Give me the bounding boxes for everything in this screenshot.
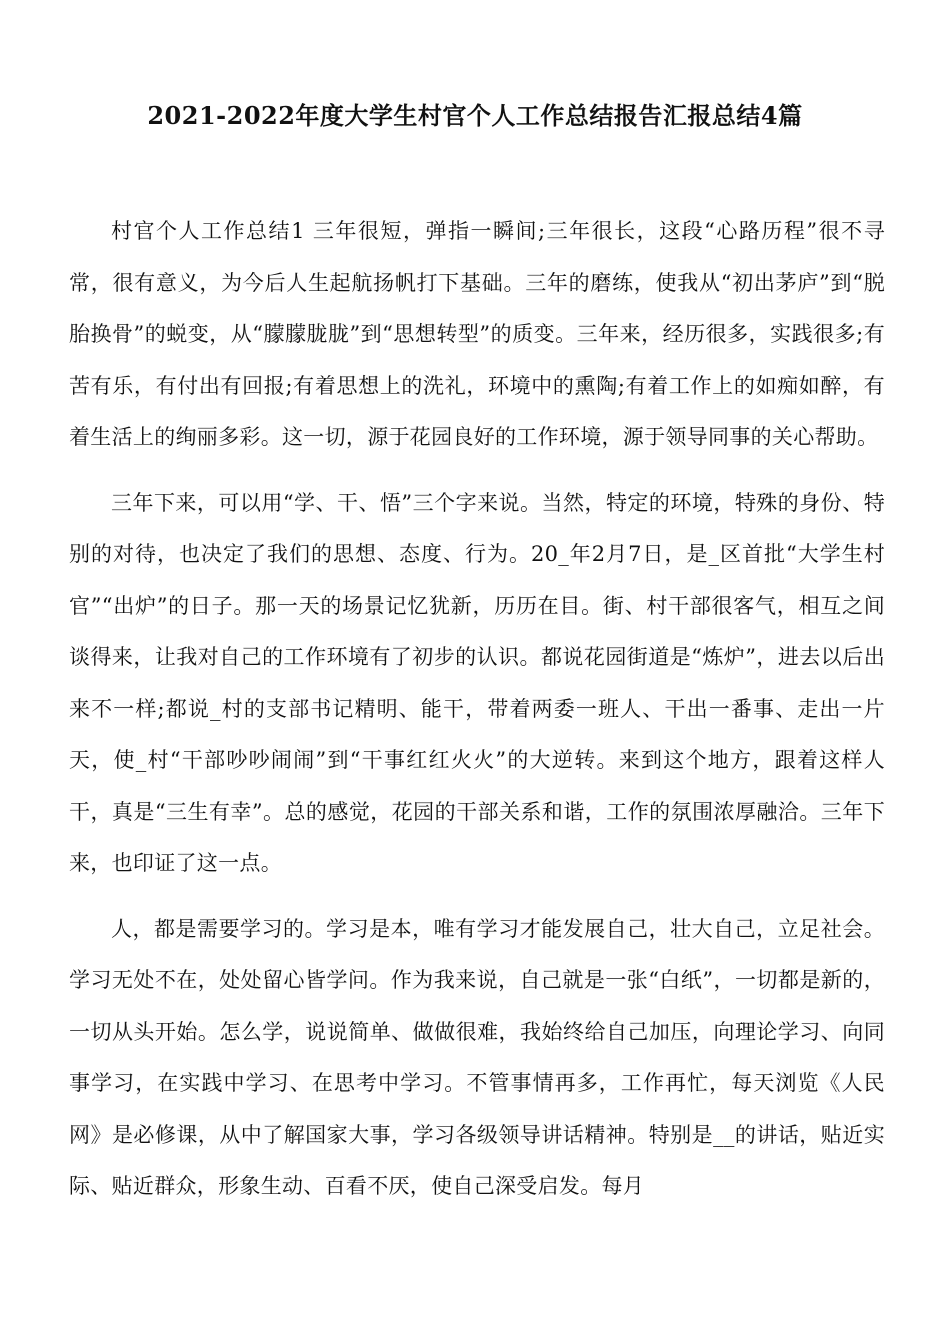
paragraph-1: 村官个人工作总结1 三年很短，弹指一瞬间;三年很长，这段“心路历程”很不寻常，很有意义，为今后人生起航扬帆打下基础。三年的磨练，使我从“初出茅庐”到“脱胎换骨”的蜕变，从“朦朦胧胧”到“思想转型”的质变。三年来，经历很多，实践很多;有苦有乐，有付出有回报;有着思想上的洗礼，环境中的熏陶;有着工作上的如痴如醉，有着生活上的绚丽多彩。这一切，源于花园良好的工作环境，源于领导同事的关心帮助。	[69, 219, 885, 449]
document-title: 2021-2022年度大学生村官个人工作总结报告汇报总结4篇	[147, 101, 803, 130]
paragraph-3: 人，都是需要学习的。学习是本，唯有学习才能发展自己，壮大自己，立足社会。学习无处不在，处处留心皆学问。作为我来说，自己就是一张“白纸”，一切都是新的，一切从头开始。怎么学，说说简单、做做很难，我始终给自己加压，向理论学习、向同事学习，在实践中学习、在思考中学习。不管事情再多，工作再忙，每天浏览《人民网》是必修课，从中了解国家大事，学习各级领导讲话精神。特别是__的讲话，贴近实际、贴近群众，形象生动、百看不厌，使自己深受启发。每月	[69, 916, 885, 1198]
paragraph-2: 三年下来，可以用“学、干、悟”三个字来说。当然，特定的环境，特殊的身份、特别的对待，也决定了我们的思想、态度、行为。20_年2月7日，是_区首批“大学生村官”“出炉”的日子。那一天的场景记忆犹新，历历在目。街、村干部很客气，相互之间谈得来，让我对自己的工作环境有了初步的认识。都说花园街道是“炼炉”，进去以后出来不一样;都说_村的支部书记精明、能干，带着两委一班人、干出一番事、走出一片天，使_村“干部吵吵闹闹”到“干事红红火火”的大逆转。来到这个地方，跟着这样人干，真是“三生有幸”。总的感觉，花园的干部关系和谐，工作的氛围浓厚融洽。三年下来，也印证了这一点。	[69, 490, 885, 875]
document-body	[69, 206, 885, 1227]
